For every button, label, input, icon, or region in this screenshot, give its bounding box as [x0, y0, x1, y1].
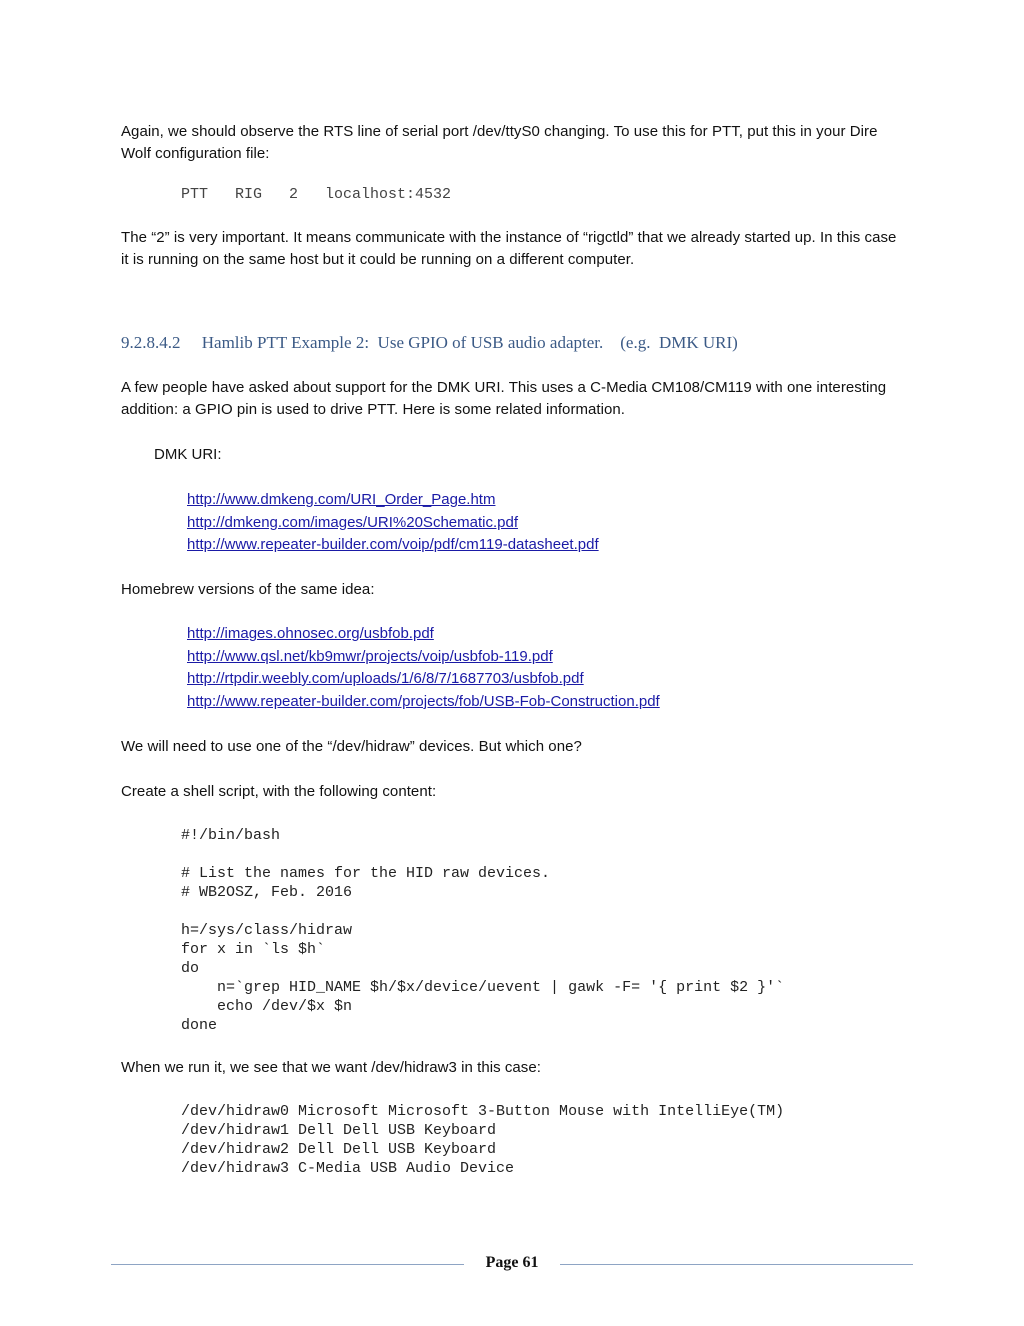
dmk-schematic-link[interactable]: http://dmkeng.com/images/URI%20Schematic.pdf — [187, 513, 518, 531]
dmk-link-list — [187, 489, 599, 557]
intro-paragraph: Again, we should observe the RTS line of serial port /dev/ttyS0 changing. To use this for PTT, put this in your Dire Wolf configuration file: — [121, 123, 878, 162]
dmk-intro-paragraph: A few people have asked about support for the DMK URI. This uses a C-Media CM108/CM119 with one interesting addition: a GPIO pin is used to drive PTT. Here is some related information. — [121, 379, 887, 418]
page-number: Page 61 — [485, 1254, 539, 1271]
create-script-paragraph: Create a shell script, with the following content: — [121, 783, 437, 800]
rtpdir-usbfob-link[interactable]: http://rtpdir.weebly.com/uploads/1/6/8/7/1687703/usbfob.pdf — [187, 670, 584, 687]
cm119-datasheet-link[interactable]: http://www.repeater-builder.com/voip/pdf/cm119-datasheet.pdf — [187, 536, 599, 553]
ptt-config-line: PTT RIG 2 localhost:4532 — [181, 186, 452, 203]
footer-rule-right — [560, 1264, 913, 1265]
repeater-builder-fob-link[interactable]: http://www.repeater-builder.com/projects/fob/USB-Fob-Construction.pdf — [187, 692, 660, 710]
dmk-uri-label: DMK URI: — [154, 446, 222, 463]
explanation-paragraph: The “2” is very important. It means communicate with the instance of “rigctld” that we already started up. In this case it is running on the same host but it could be running on a different computer. — [121, 229, 897, 268]
when-run-paragraph: When we run it, we see that we want /dev/hidraw3 in this case: — [121, 1059, 541, 1076]
dmk-order-page-link[interactable]: http://www.dmkeng.com/URI_Order_Page.htm — [187, 491, 496, 508]
footer-rule-left — [111, 1264, 464, 1265]
qsl-usbfob-link[interactable]: http://www.qsl.net/kb9mwr/projects/voip/usbfob-119.pdf — [187, 647, 553, 665]
shell-script-code: #!/bin/bash # List the names for the HID raw devices. # WB2OSZ, Feb. 2016 h=/sys/class/hidraw for x in `ls $h` do n=`grep HID_NAME $h/$x/device/uevent | gawk -F= '{ print $2 }'` echo /dev/$x $n done — [181, 827, 785, 1034]
homebrew-link-list — [187, 623, 660, 713]
hidraw-question-paragraph: We will need to use one of the “/dev/hidraw” devices. But which one? — [121, 738, 582, 755]
section-heading: 9.2.8.4.2 Hamlib PTT Example 2: Use GPIO of USB audio adapter. (e.g. DMK URI) — [121, 333, 738, 352]
hidraw-output-code: /dev/hidraw0 Microsoft Microsoft 3-Button Mouse with IntelliEye(TM) /dev/hidraw1 Dell Dell USB Keyboard /dev/hidraw2 Dell Dell USB Keyboard /dev/hidraw3 C-Media USB Audio Device — [181, 1103, 785, 1177]
ohnosec-usbfob-link[interactable]: http://images.ohnosec.org/usbfob.pdf — [187, 625, 434, 642]
homebrew-paragraph: Homebrew versions of the same idea: — [121, 581, 375, 598]
